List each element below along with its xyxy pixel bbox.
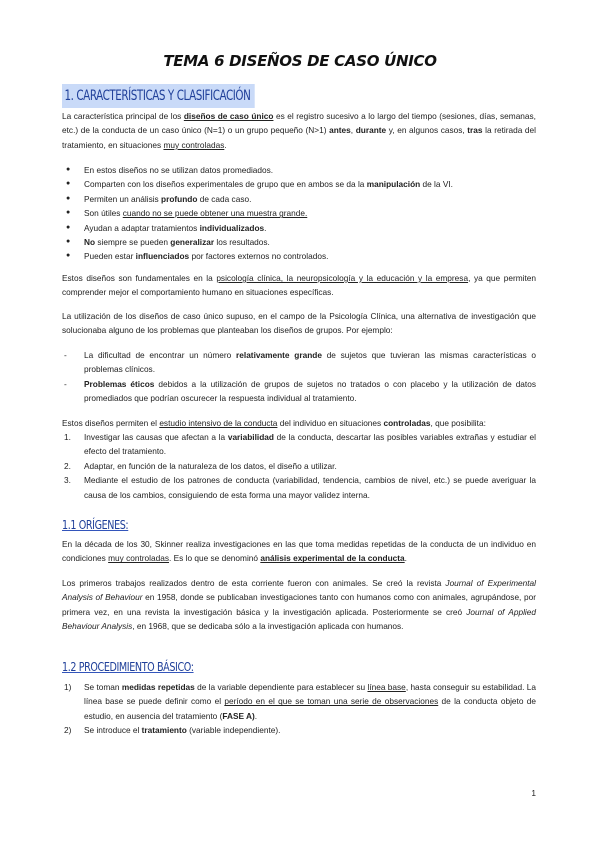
list-item: ● Comparten con los diseños experimentales de grupo que en ambos se da la manipulación de la VI. [66, 179, 453, 190]
origins-paragraph-2: Los primeros trabajos realizados dentro de esta corriente fueron con animales. Se creó la revista Journal of Experimental Analysis of Behaviour en 1958, donde se publicaban investigaciones tanto con humanos como con animales, agrupándose, por primera vez, en una revista la investigación básica y la investigación aplicada. Posteriormente se creó Journal of Applied Behaviour Analysis, en 1968, que se dedicaba sólo a la investigación aplicada con humanos. [62, 578, 536, 632]
procedure-list [62, 680, 536, 738]
section-heading-origenes: 1.1 ORÍGENES: [62, 518, 129, 532]
list-item: ● No siempre se pueden generalizar los resultados. [66, 237, 270, 248]
list-item: 2. Adaptar, en función de la naturaleza de los datos, el diseño a utilizar. [64, 460, 337, 471]
list-item: 2) Se introduce el tratamiento (variable independiente). [64, 725, 281, 736]
fields-paragraph: Estos diseños son fundamentales en la psicología clínica, la neuropsicología y la educación y la empresa, ya que permiten comprender mejor el comportamiento humano en situaciones específicas. [62, 273, 536, 298]
list-item: - Problemas éticos debidos a la utilización de grupos de sujetos no tratados o con placebo y la utilización de datos promediados que podrían oscurecer la respuesta individual al tratamiento. [64, 378, 536, 404]
alternative-paragraph: La utilización de los diseños de caso único supuso, en el campo de la Psicología Clínica, una alternativa de investigación que solucionaba alguno de los problemas que planteaban los diseños de grupos. Por ejemplo: [62, 311, 536, 336]
intensive-study-paragraph: Estos diseños permiten el estudio intensivo de la conducta del individuo en situaciones controladas, que posibilita: [62, 418, 486, 428]
page-number: 1 [531, 788, 536, 798]
list-item: ● Pueden estar influenciados por factores externos no controlados. [66, 251, 329, 262]
document-title: TEMA 6 DISEÑOS DE CASO ÚNICO [163, 52, 437, 70]
section-heading-caracteristicas: 1. CARACTERÍSTICAS Y CLASIFICACIÓN [62, 84, 255, 108]
intro-paragraph: La característica principal de los diseños de caso único es el registro sucesivo a lo largo del tiempo (sesiones, días, semanas, etc.) de la conducta de un caso único (N=1) o un grupo pequeño (N>1) antes, durante y, en algunos casos, tras la retirada del tratamiento, en situaciones muy controladas. [62, 111, 537, 150]
list-item: 1. Investigar las causas que afectan a la variabilidad de la conducta, descartar las posibles variables extrañas y estudiar el efecto del tratamiento. [64, 432, 536, 457]
characteristics-list [62, 163, 536, 264]
section-heading-procedimiento: 1.2 PROCEDIMIENTO BÁSICO: [62, 660, 194, 674]
list-item: ● En estos diseños no se utilizan datos promediados. [66, 165, 274, 175]
origins-paragraph-1: En la década de los 30, Skinner realiza investigaciones en las que toma medidas repetidas de la conducta de un individuo en condiciones muy controladas. Es lo que se denominó análisis experimental de la conducta. [62, 539, 536, 564]
possibilities-list [62, 430, 536, 502]
list-item: 3. Mediante el estudio de los patrones de conducta (variabilidad, tendencia, cambios de nivel, etc.) se puede averiguar la causa de los cambios, consiguiendo de esta forma una mayor validez interna. [64, 475, 536, 500]
list-item: ● Permiten un análisis profundo de cada caso. [66, 193, 252, 204]
problems-list [62, 348, 536, 406]
list-item: ● Ayudan a adaptar tratamientos individualizados. [66, 222, 267, 233]
list-item: - La dificultad de encontrar un número relativamente grande de sujetos que tuvieran las mismas características o problemas clínicos. [64, 350, 537, 375]
list-item: 1) Se toman medidas repetidas de la variable dependiente para establecer su línea base, hasta conseguir su estabilidad. La línea base se puede definir como el período en el que se toman una serie de observaciones de la conducta objeto de estudio, en ausencia del tratamiento (FASE A). [64, 682, 537, 721]
list-item: ● Son útiles cuando no se puede obtener una muestra grande. [66, 208, 308, 219]
